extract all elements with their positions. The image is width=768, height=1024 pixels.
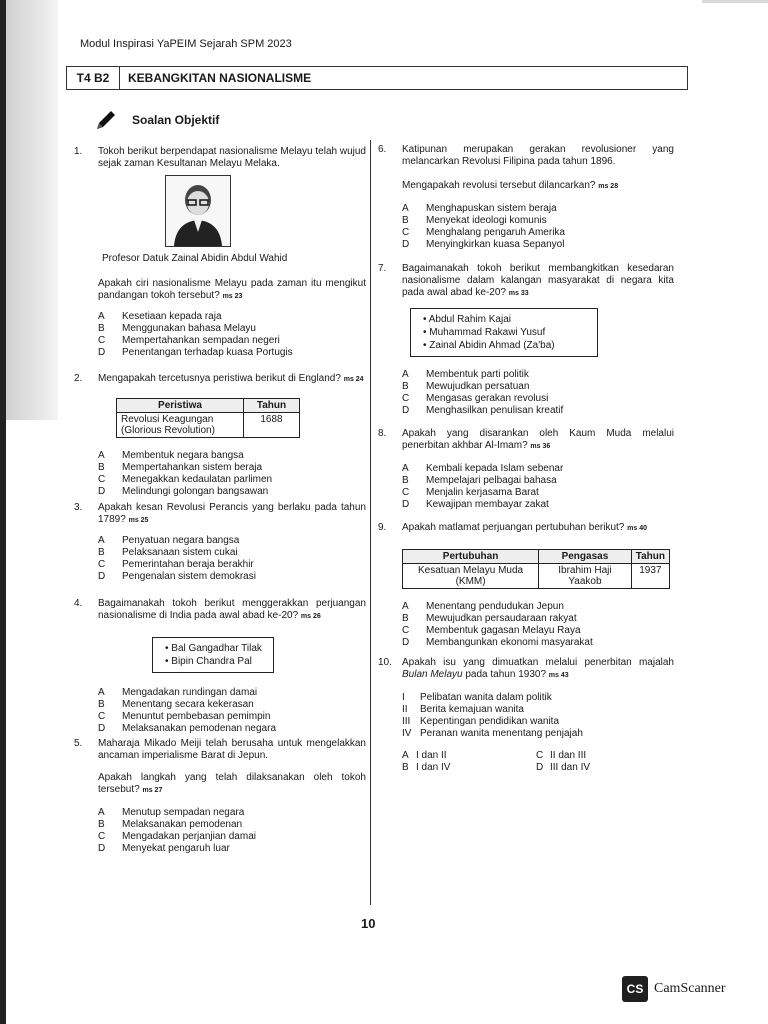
option-d: D Menyingkirkan kuasa Sepanyol (402, 239, 565, 250)
scan-shadow (6, 0, 58, 420)
option-d: D Penentangan terhadap kuasa Portugis (98, 347, 293, 358)
chapter-bar (66, 66, 688, 90)
option-a: A Kesetiaan kepada raja (98, 311, 222, 322)
question-5: 5. Maharaja Mikado Meiji telah berusaha untuk mengelakkan ancaman imperialisme Barat di Jepun. Apakah langkah yang telah dilaksanakan oleh tokoh tersebut? ms 27 A Menutup sempadan negara B Melaksanakan pemodenan C Mengadakan perjanjian damai D Menyekat pengaruh luar (74, 738, 366, 854)
section-heading (94, 108, 219, 132)
question-3: 3. Apakah kesan Revolusi Perancis yang berlaku pada tahun 1789? ms 25 A Penyatuan negara bangsa B Pelaksanaan sistem cukai C Pemerintahan beraja berakhir D Pengenalan sistem demokrasi (74, 502, 366, 582)
option-a: A Menghapuskan sistem beraja (402, 203, 557, 214)
statement-ii: II Berita kemajuan wanita (402, 704, 524, 715)
option-c: C Menegakkan kedaulatan parlimen (98, 474, 273, 485)
question-7: 7. Bagaimanakah tokoh berikut membangkitkan kesedaran nasionalisme dalam kalangan masyarakat di negara kita pada awal abad ke-20? ms 33 • Abdul Rahim Kajai • Muhammad Rakawi Yusuf • Zainal Abidin Ahmad (Za'ba) A Membentuk parti politik B Mewujudkan persatuan C Mengasas gerakan revolusi D Menghasilkan penulisan kreatif (378, 263, 674, 417)
option-d: D Melaksanakan pemodenan negara (98, 723, 276, 734)
option-a: A Membentuk negara bangsa (98, 450, 244, 461)
camscanner-logo: CS (622, 976, 648, 1002)
statement-i: I Pelibatan wanita dalam politik (402, 692, 552, 703)
option-c: C Pemerintahan beraja berakhir (98, 559, 254, 570)
option-d: D Menghasilkan penulisan kreatif (402, 405, 564, 416)
question-1: 1. Tokoh berikut berpendapat nasionalisme Melayu telah wujud sejak zaman Kesultanan Melayu Melaka. (74, 146, 366, 169)
option-b: B Mewujudkan persaudaraan rakyat (402, 613, 577, 624)
statement-iii: III Kepentingan pendidikan wanita (402, 716, 559, 727)
option-d: D Melindungi golongan bangsawan (98, 486, 269, 497)
portrait-caption: Profesor Datuk Zainal Abidin Abdul Wahid (102, 253, 288, 264)
option-c: C Mengasas gerakan revolusi (402, 393, 549, 404)
column-divider (370, 140, 371, 905)
option-d: D Membangunkan ekonomi masyarakat (402, 637, 593, 648)
option-a: A Penyatuan negara bangsa (98, 535, 240, 546)
question-8: 8. Apakah yang disarankan oleh Kaum Muda melalui penerbitan akhbar Al-Imam? ms 36 A Kembali kepada Islam sebenar B Mempelajari pelbagai bahasa C Menjalin kerjasama Barat D Kewajipan membayar zakat (378, 428, 674, 510)
statement-iv: IV Peranan wanita menentang penjajah (402, 728, 583, 739)
question-1-stem: Apakah ciri nasionalisme Melayu pada zaman itu mengikut pandangan tokoh tersebut? ms 23 A Kesetiaan kepada raja B Menggunakan bahasa Melayu C Mempertahankan sempadan negeri D Penentangan terhadap kuasa Portugis (98, 278, 366, 358)
camscanner-text: CamScanner (654, 981, 726, 996)
module-header: Modul Inspirasi YaPEIM Sejarah SPM 2023 (80, 38, 292, 50)
option-b: B Menentang secara kekerasan (98, 699, 254, 710)
option-c: C Menjalin kerjasama Barat (402, 487, 539, 498)
option-d: D III dan IV (536, 762, 591, 773)
option-a: A Membentuk parti politik (402, 369, 529, 380)
chapter-title: KEBANGKITAN NASIONALISME (128, 71, 312, 85)
option-b: B Mempelajari pelbagai bahasa (402, 475, 557, 486)
option-a: A Mengadakan rundingan damai (98, 687, 258, 698)
event-table: Peristiwa Tahun Revolusi Keagungan (Glorious Revolution) 1688 (116, 398, 300, 438)
question-4: 4. Bagaimanakah tokoh berikut menggerakkan perjuangan nasionalisme di India pada awal abad ke-20? ms 26 • Bal Gangadhar Tilak • Bipin Chandra Pal A Mengadakan rundingan damai B Menentang secara kekerasan C Menuntut pembebasan pemimpin D Melaksanakan pemodenan negara (74, 598, 366, 735)
answer-options (402, 750, 674, 774)
option-c: C Menghalang pengaruh Amerika (402, 227, 565, 238)
question-2: 2. Mengapakah tercetusnya peristiwa berikut di England? ms 24 Peristiwa Tahun Revolusi Keagungan (Glorious Revolution) 1688 A Membentuk negara bangsa B Mempertahankan sistem beraja C Menegakkan kedaulatan parlimen D Melindungi golongan bangsawan (74, 373, 366, 498)
question-6: 6. Katipunan merupakan gerakan revolusioner yang melancarkan Revolusi Filipina pada tahun 1896. Mengapakah revolusi tersebut dilancarkan? ms 28 A Menghapuskan sistem beraja B Menyekat ideologi komunis C Menghalang pengaruh Amerika D Menyingkirkan kuasa Sepanyol (378, 144, 674, 250)
page-number: 10 (361, 916, 376, 931)
option-b: B Melaksanakan pemodenan (98, 819, 243, 830)
section-title: Soalan Objektif (132, 113, 220, 127)
option-c: C II dan III (536, 750, 587, 761)
person-icon (166, 176, 230, 246)
option-c: C Mempertahankan sempadan negeri (98, 335, 280, 346)
figures-box: • Abdul Rahim Kajai • Muhammad Rakawi Yusuf • Zainal Abidin Ahmad (Za'ba) (410, 308, 598, 357)
pencil-icon (94, 108, 118, 132)
camscanner-watermark (622, 976, 726, 1002)
option-a: A Menutup sempadan negara (98, 807, 245, 818)
question-text: Tokoh berikut berpendapat nasionalisme Melayu telah wujud sejak zaman Kesultanan Melayu Melaka. (98, 146, 366, 169)
option-b: B Pelaksanaan sistem cukai (98, 547, 238, 558)
figures-box: • Bal Gangadhar Tilak • Bipin Chandra Pal (152, 637, 274, 673)
option-b: B I dan IV (402, 762, 451, 773)
option-b: B Menyekat ideologi komunis (402, 215, 547, 226)
option-c: C Mengadakan perjanjian damai (98, 831, 256, 842)
option-a: A Menentang pendudukan Jepun (402, 601, 564, 612)
portrait-image (165, 175, 231, 247)
option-a: A Kembali kepada Islam sebenar (402, 463, 564, 474)
option-b: B Mewujudkan persatuan (402, 381, 530, 392)
question-9: 9. Apakah matlamat perjuangan pertubuhan berikut? ms 40 Pertubuhan Pengasas Tahun Kesatuan Melayu Muda (KMM) Ibrahim Haji Yaakob 1937 A Menentang pendudukan Jepun B Mewujudkan persaudaraan rakyat C Membentuk gagasan Melayu Raya D Membangunkan ekonomi masyarakat (378, 522, 674, 649)
option-b: B Menggunakan bahasa Melayu (98, 323, 256, 334)
option-c: C Membentuk gagasan Melayu Raya (402, 625, 581, 636)
question-10: 10. Apakah isu yang dimuatkan melalui penerbitan majalah Bulan Melayu pada tahun 1930? ms 43 I Pelibatan wanita dalam politik II Berita kemajuan wanita III Kepentingan pendidikan wanita IV Peranan wanita menentang penjajah A I dan II C II dan III B I dan IV D III dan IV (378, 657, 674, 773)
chapter-code: T4 B2 (67, 67, 120, 89)
option-d: D Kewajipan membayar zakat (402, 499, 549, 510)
option-c: C Menuntut pembebasan pemimpin (98, 711, 271, 722)
organization-table: Pertubuhan Pengasas Tahun Kesatuan Melayu Muda (KMM) Ibrahim Haji Yaakob 1937 (402, 549, 670, 589)
option-d: D Pengenalan sistem demokrasi (98, 571, 256, 582)
option-b: B Mempertahankan sistem beraja (98, 462, 263, 473)
option-d: D Menyekat pengaruh luar (98, 843, 230, 854)
option-a: A I dan II (402, 750, 447, 761)
